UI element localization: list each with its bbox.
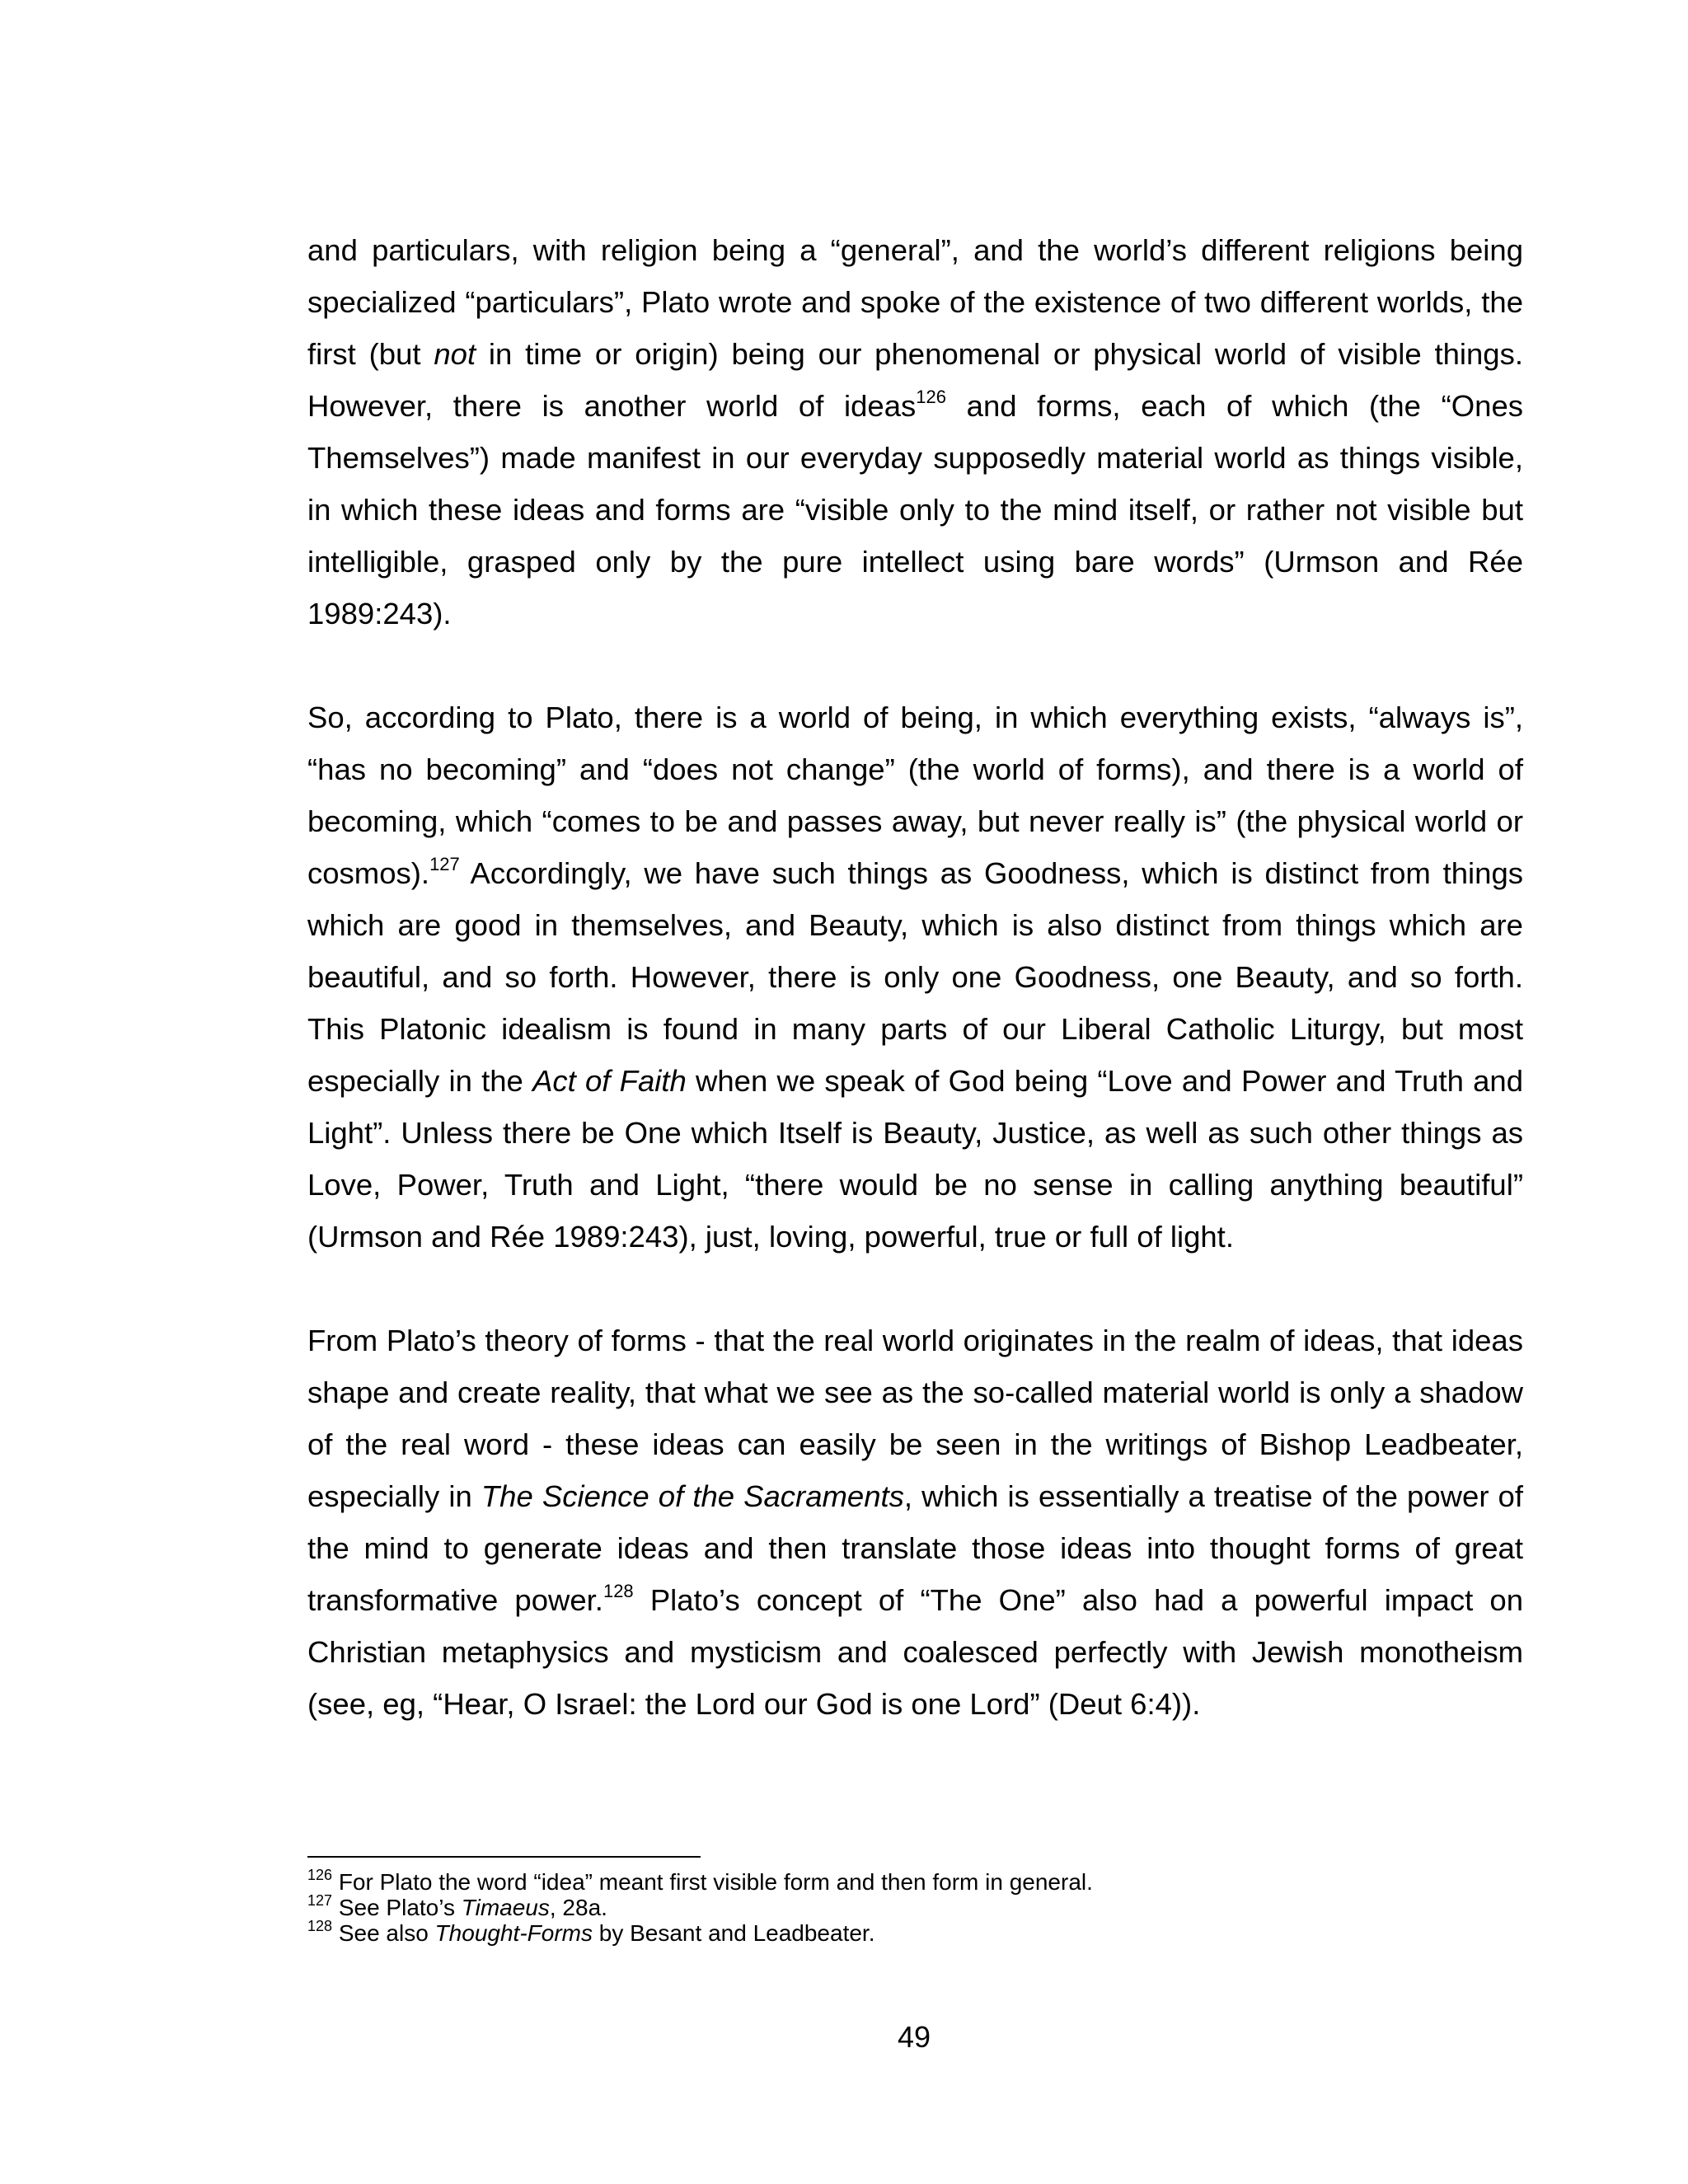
footnote-ref-128: 128 <box>603 1581 634 1601</box>
text-run: So, according to Plato, there is a world of being, in which everything exists, “always is”, “has no becoming” and “does not change” (the world of forms), and there is a world of becoming, which “comes to be and passes away, but never really is” (the physical world or cosmos). <box>307 701 1523 890</box>
footnote-ref-127: 127 <box>429 854 460 874</box>
footnote-text: See Plato’s <box>338 1895 462 1920</box>
text-run: Accordingly, we have such things as Goodness, which is distinct from things which are good in themselves, and Beauty, which is also distinct from things which are beautiful, and so forth. However, there is only one Goodness, one Beauty, and so forth. This Platonic idealism is found in many parts of our Liberal Catholic Liturgy, but most especially in the <box>307 856 1523 1098</box>
footnote-128 <box>307 1920 1523 1946</box>
paragraph-2 <box>307 691 1523 1263</box>
text-run: in time or origin) being our phenomenal or physical world of visible things. However, there is another world of ideas <box>307 337 1523 423</box>
footnote-number: 127 <box>307 1892 333 1909</box>
footnote-text: by Besant and Leadbeater. <box>592 1920 875 1946</box>
footnote-text: For Plato the word “idea” meant first visible form and then form in general. <box>338 1869 1093 1895</box>
text-run: Plato’s concept of “The One” also had a powerful impact on Christian metaphysics and mysticism and coalesced perfectly with Jewish monotheism (see, eg, “Hear, O Israel: the Lord our God is one Lord” (Deut 6:4)). <box>307 1583 1523 1721</box>
body-text <box>307 224 1523 1730</box>
footnote-number: 126 <box>307 1867 333 1883</box>
footnote-separator <box>307 1856 701 1858</box>
footnote-number: 128 <box>307 1918 333 1934</box>
text-run: and forms, each of which (the “Ones Themselves”) made manifest in our everyday supposedly material world as things visible, in which these ideas and forms are “visible only to the mind itself, or rather not visible but intelligible, grasped only by the pure intellect using bare words” (Urmson and Rée 1989:243). <box>307 389 1523 630</box>
text-run: when we speak of God being “Love and Power and Truth and Light”. Unless there be One which Itself is Beauty, Justice, as well as such other things as Love, Power, Truth and Light, “there would be no sense in calling anything beautiful” (Urmson and Rée 1989:243), just, loving, powerful, true or full of light. <box>307 1064 1523 1254</box>
text-run: From Plato’s theory of forms - that the real world originates in the realm of ideas, that ideas shape and create reality, that what we see as the so-called material world is only a shadow of the real word - these ideas can easily be seen in the writings of Bishop Leadbeater, especially in <box>307 1324 1523 1513</box>
footnote-italic-text: Timaeus <box>461 1895 550 1920</box>
footnote-126 <box>307 1869 1523 1895</box>
footnote-ref-126: 126 <box>916 387 946 407</box>
footnote-text: , 28a. <box>549 1895 607 1920</box>
italic-text-run: not <box>434 337 476 371</box>
italic-text-run: Act of Faith <box>532 1064 687 1098</box>
text-run: , which is essentially a treatise of the power of the mind to generate ideas and then translate those ideas into thought forms of great transformative power. <box>307 1479 1524 1617</box>
italic-text-run: The Science of the Sacraments <box>481 1479 904 1513</box>
paragraph-1 <box>307 224 1523 640</box>
footnote-127 <box>307 1892 1523 1920</box>
footnotes <box>307 1869 1523 1946</box>
page-number: 49 <box>897 2020 931 2054</box>
footnote-italic-text: Thought-Forms <box>434 1920 593 1946</box>
paragraph-3 <box>307 1315 1523 1730</box>
text-run: and particulars, with religion being a “general”, and the world’s different religions being specialized “particulars”, Plato wrote and spoke of the existence of two different worlds, the first (but <box>307 233 1523 371</box>
footnote-text: See also <box>338 1920 435 1946</box>
